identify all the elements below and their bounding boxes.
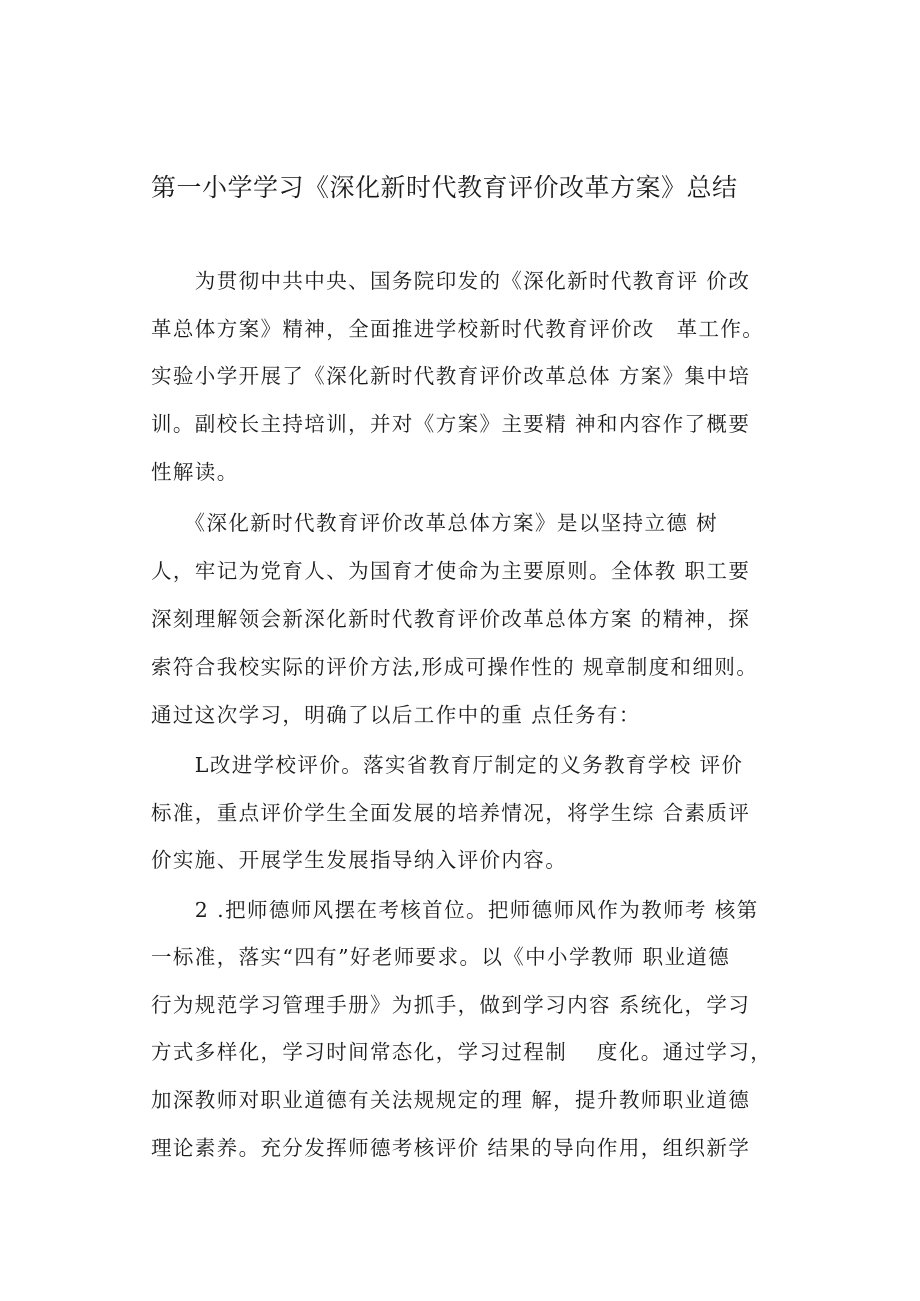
- text-line: L改进学校评价。落实省教育厅制定的义务教育学校 评价: [151, 753, 744, 777]
- text-line: 加深教师对职业道德有关法规规定的理 解，提升教师职业道德: [151, 1088, 751, 1112]
- text-line: 通过这次学习，明确了以后工作中的重 点任务有：: [151, 703, 641, 727]
- text-line: 深刻理解领会新深化新时代教育评价改革总体方案 的精神，探: [151, 607, 751, 631]
- text-line: 《深化新时代教育评价改革总体方案》是以坚持立德 树: [151, 511, 719, 535]
- text-line: 人，牢记为党育人、为国育才使命为主要原则。全体教 职工要: [151, 559, 751, 583]
- text-line: 性解读。: [151, 460, 239, 484]
- text-line: 革总体方案》精神，全面推进学校新时代教育评价改 革工作。: [151, 317, 765, 341]
- text-line: 价实施、开展学生发展指导纳入评价内容。: [151, 848, 568, 872]
- text-line: 一标准，落实“四有”好老师要求。以《中小学教师 职业道德: [151, 945, 731, 969]
- text-line: 为贯彻中共中央、国务院印发的《深化新时代教育评 价改: [151, 269, 751, 293]
- text-line: 训。副校长主持培训，并对《方案》主要精 神和内容作了概要: [151, 412, 751, 436]
- text-line: 标准，重点评价学生全面发展的培养情况，将学生综 合素质评: [151, 801, 751, 825]
- text-line: 理论素养。充分发挥师德考核评价 结果的导向作用，组织新学: [151, 1136, 751, 1160]
- text-line: 方式多样化，学习时间常态化，学习过程制 度化。通过学习，: [151, 1040, 773, 1064]
- text-line: 行为规范学习管理手册》为抓手，做到学习内容 系统化，学习: [151, 993, 751, 1017]
- text-line: 实验小学开展了《深化新时代教育评价改革总体 方案》集中培: [151, 364, 751, 388]
- text-line: 2 .把师德师风摆在考核首位。把师德师风作为教师考 核第: [151, 898, 759, 922]
- document-title: 第一小学学习《深化新时代教育评价改革方案》总结: [151, 173, 738, 202]
- text-line: 索符合我校实际的评价方法,形成可操作性的 规章制度和细则。: [151, 655, 759, 679]
